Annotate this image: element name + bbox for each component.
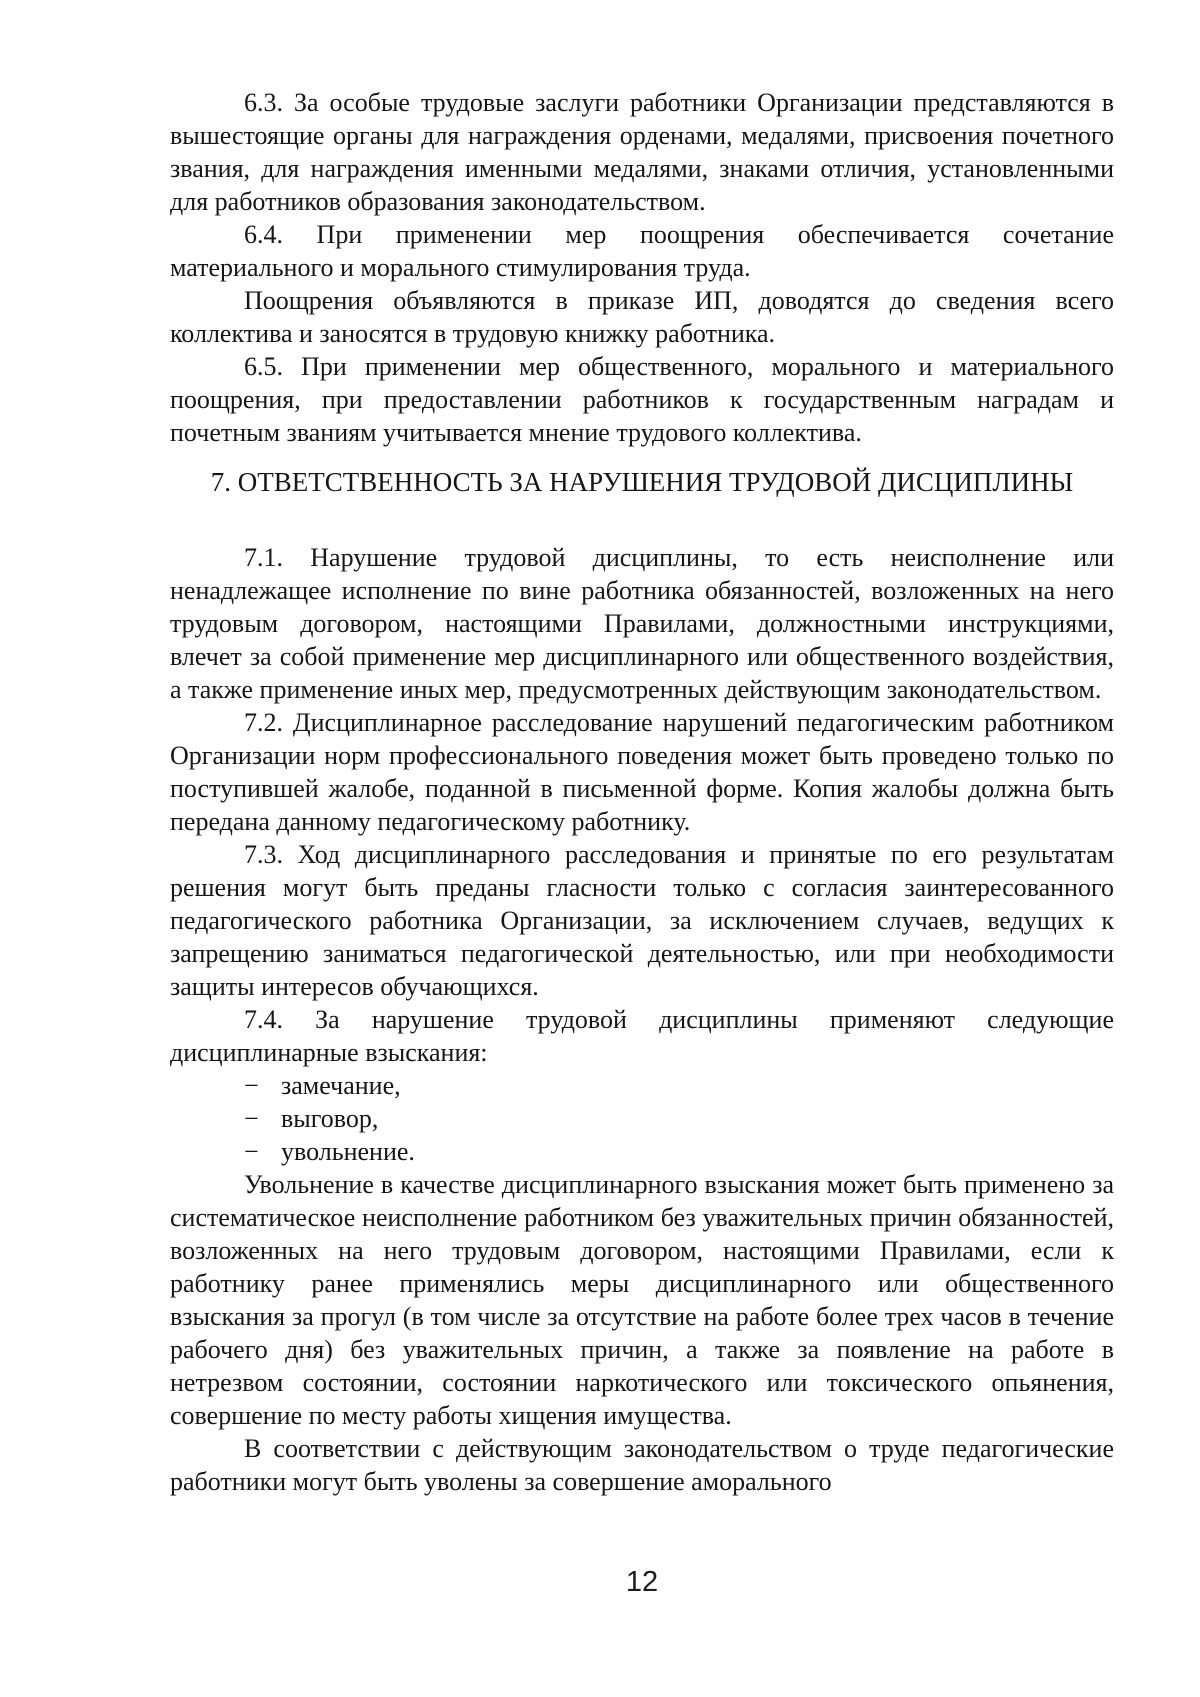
paragraph-7-3: 7.3. Ход дисциплинарного расследования и принятые по его результатам решения могут быть преданы гласности только с согласия заинтересованного педагогического работника Организации, за исключением случаев, ведущих к запрещению заниматься педагогической деятельностью, или при необходимости защиты интересов обучающихся. [170, 840, 1114, 1001]
list-item-reprimand [170, 1102, 1114, 1135]
paragraph-dismissal-grounds: Увольнение в качестве дисциплинарного взыскания может быть применено за систематическое неисполнение работником без уважительных причин обязанностей, возложенных на него трудовым договором, настоящими Правилами, если к работнику ранее применялись меры дисциплинарного или общественного взыскания за прогул (в том числе за отсутствие на работе более трех часов в течение рабочего дня) без уважительных причин, а также за появление на работе в нетрезвом состоянии, состоянии наркотического или токсического опьянения, совершение по месту работы хищения имущества. [170, 1170, 1114, 1430]
paragraph-6-4: 6.4. При применении мер поощрения обеспечивается сочетание материального и морального стимулирования труда. [170, 220, 1114, 282]
paragraph-immoral-act: В соответствии с действующим законодательством о труде педагогические работники могут быть уволены за совершение аморального [170, 1434, 1114, 1496]
list-item-dismissal [170, 1135, 1114, 1168]
paragraph-6-3: 6.3. За особые трудовые заслуги работники Организации представляются в вышестоящие органы для награждения орденами, медалями, присвоения почетного звания, для награждения именными медалями, знаками отличия, установленными для работников образования законодательством. [170, 88, 1114, 216]
list-item-label: увольнение. [281, 1137, 415, 1166]
list-item-label: выговор, [281, 1104, 379, 1133]
paragraph-7-4: 7.4. За нарушение трудовой дисциплины применяют следующие дисциплинарные взыскания: [170, 1005, 1114, 1067]
paragraph-rewards-announcement: Поощрения объявляются в приказе ИП, доводятся до сведения всего коллектива и заносятся в трудовую книжку работника. [170, 286, 1114, 348]
dash-marker: − [244, 1071, 259, 1100]
list-item-remark [170, 1069, 1114, 1102]
dash-marker: − [244, 1137, 259, 1166]
section-7-heading: 7. ОТВЕТСТВЕННОСТЬ ЗА НАРУШЕНИЯ ТРУДОВОЙ ДИСЦИПЛИНЫ [210, 467, 1074, 497]
page-number: 12 [625, 1566, 659, 1598]
paragraph-7-2: 7.2. Дисциплинарное расследование нарушений педагогическим работником Организации норм профессионального поведения может быть проведено только по поступившей жалобе, поданной в письменной форме. Копия жалобы должна быть передана данному педагогическому работнику. [170, 708, 1114, 836]
paragraph-6-5: 6.5. При применении мер общественного, морального и материального поощрения, при предоставлении работников к государственным наградам и почетным званиям учитывается мнение трудового коллектива. [170, 352, 1114, 447]
paragraph-7-1: 7.1. Нарушение трудовой дисциплины, то есть неисполнение или ненадлежащее исполнение по вине работника обязанностей, возложенных на него трудовым договором, настоящими Правилами, должностными инструкциями, влечет за собой применение мер дисциплинарного или общественного воздействия, а также применение иных мер, предусмотренных действующим законодательством. [170, 543, 1114, 704]
dash-marker: − [244, 1104, 259, 1133]
page-body [170, 86, 1114, 1498]
sanctions-list [170, 1069, 1114, 1168]
page-footer [170, 1566, 1114, 1599]
list-item-label: замечание, [281, 1071, 401, 1100]
